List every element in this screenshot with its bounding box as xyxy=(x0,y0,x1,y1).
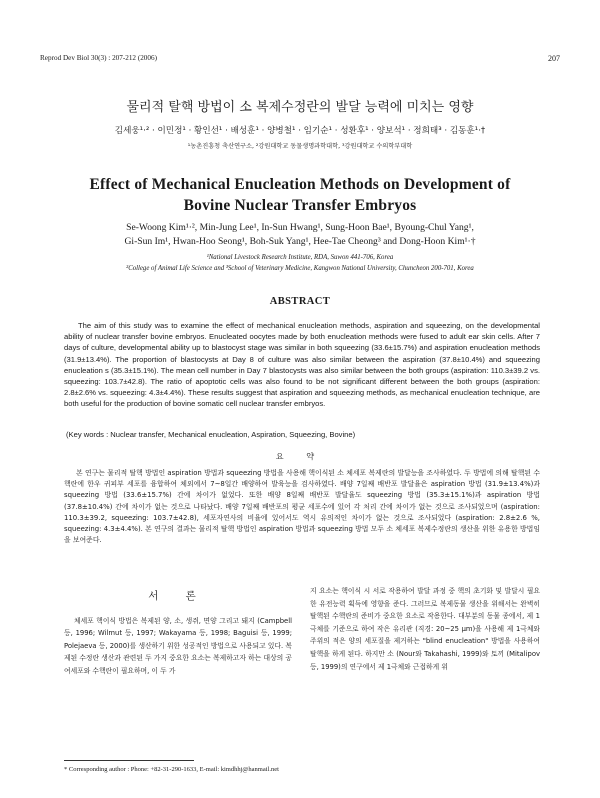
abstract-heading: ABSTRACT xyxy=(269,296,331,307)
intro-left-column xyxy=(64,590,292,678)
korean-affiliation: ¹농촌진흥청 축산연구소, ²강원대학교 동물생명과학대학, ³강원대학교 수의학부대학 xyxy=(187,143,413,150)
english-affiliation xyxy=(40,252,560,274)
journal-citation: Reprod Dev Biol 30(3) : 207-212 (2006) xyxy=(40,54,157,62)
intro-right-column xyxy=(310,585,540,673)
english-affiliation-line: ¹National Livestock Research Institute, RDA, Suwon 441-706, Korea xyxy=(206,254,394,261)
intro-left-text: 체세포 핵이식 방법은 복제된 양, 소, 생쥐, 면양 그리고 돼지 (Campbell 등, 1996; Wilmut 등, 1997; Wakayama 등, 1998; Baguisi 등, 1999; Polejaeva 등, 2000)를 생산하기 위한 성공적인 방법으로 사용되고 있다. 복제된 수정란 생산과 관련된 두 가지 중요한 요소는 복제하고자 하는 대상의 공여세포와 수핵란이 필요하며, 이 두 가 xyxy=(64,616,292,675)
english-title xyxy=(0,174,600,216)
intro-heading: 서 론 xyxy=(148,590,208,602)
korean-summary-heading: 요 약 xyxy=(275,451,325,461)
english-authors-line: Se-Woong Kim¹·², Min-Jung Lee¹, In-Sun Hwang¹, Sung-Hoon Bae¹, Byoung-Chul Yang¹, xyxy=(126,222,474,233)
english-affiliation-line: ²College of Animal Life Science and ³School of Veterinary Medicine, Kangwon National University, Chuncheon 200-701, Korea xyxy=(126,265,474,272)
english-authors xyxy=(60,221,540,249)
korean-authors: 김세웅¹·² · 이민정¹ · 황인선¹ · 배성훈¹ · 양병철¹ · 임기순¹ · 성환후¹ · 양보석¹ · 정희태³ · 김동훈¹·† xyxy=(114,126,486,136)
abstract-text: The aim of this study was to examine the effect of mechanical enucleation methods, aspiration and squeezing, on the developmental ability of nuclear transfer bovine embryos. Enucleated oocytes made by both enucleation methods were fused to adult ear skin cells. After 7 days of culture, developmental ability up to blastocyst stage was similar in both squeezing (33.6±15.7%) and aspiration enucleation methods (31.9±13.4%). The proportion of blastocysts at Day 8 of culture was also similar between the aspiration (37.8±10.4%) and squeezing enucleation s (35.3±15.1%). The mean cell number in Day 7 blastocysts was also similar between the both groups (aspiration: 110.3±39.2 vs. squeezing: 103.7±42.8). The ratio of apoptotic cells was also found to be not significant different between the both groups (aspiration: 2.8±2.6% vs. squeezing: 4.3±4.4%). These results suggest that aspiration and squeezing methods, as mechanical enucleation technique, are both useful for the production of bovine somatic cell nuclear transfer embryos. xyxy=(64,321,540,409)
footnote-rule xyxy=(64,760,194,761)
english-title-line: Effect of Mechanical Enucleation Methods on Development of xyxy=(89,176,511,193)
page-number: 207 xyxy=(548,54,560,63)
keywords: (Key words : Nuclear transfer, Mechanical enucleation, Aspiration, Squeezing, Bovine) xyxy=(66,430,356,439)
english-title-line: Bovine Nuclear Transfer Embryos xyxy=(183,197,417,214)
corresponding-author-footnote: * Corresponding author : Phone: +82-31-290-1633, E-mail: kimdhhj@hanmail.net xyxy=(64,766,279,773)
korean-summary-text: 본 연구는 물리적 탈핵 방법인 aspiration 방법과 squeezing 방법을 사용해 핵이식된 소 체세포 복제란의 발달능을 조사하였다. 두 방법에 의해 탈핵된 수핵란에 한우 귀피부 세포를 융합하여 체외에서 7~8일간 배양하여 발육능을 검사하였다. 배양 7일째 배반포 발달율은 aspiration 방법 (31.9±13.4%)과 squeezing 방법 (33.6±15.7%) 간에 차이가 없었다. 또한 배양 8일째 배반포 발달율도 squeezing 방법 (35.3±15.1%)과 aspiration 방법 (37.8±10.4%) 간에 차이가 없는 것으로 나타났다. 배양 7일째 배반포의 평균 세포수에 있어 각 처리 간에 차이가 없는 것으로 조사되었으며 (aspiration: 110.3±39.2, squeezing: 103.7±42.8), 세포자연사의 비율에 있어서도 역시 유의적인 차이가 없는 것으로 조사되었다 (aspiration: 2.8±2.6 %, squeezing: 4.3±4.4%). 본 연구의 결과는 물리적 탈핵 방법인 aspiration 방법과 squeezing 방법 모두 소 체세포 복제수정란의 생산을 위한 유용한 방법임을 보여준다. xyxy=(64,469,540,545)
intro-right-text: 지 요소는 핵이식 시 서로 작용하여 발달 과정 중 핵의 초기화 및 발달시 필요한 유전능력 획득에 영향을 준다. 그러므로 복제동물 생산을 위해서는 완벽히 탈핵된 수핵란의 준비가 중요한 요소로 작용한다. 대부분의 동물 종에서, 제 1극체를 기준으로 하여 작은 유리관 (직경: 20~25 μm)을 사용해 제 1극체와 주위의 적은 양의 세포질을 제거하는 "blind enucleation" 방법을 사용하여 탈핵을 하게 된다. 하지만 소 (Nour와 Takahashi, 1999)와 토끼 (Mitalipov 등, 1999)의 연구에서 제 1극체와 근접하게 위 xyxy=(310,587,540,671)
english-authors-line: Gi-Sun Im¹, Hwan-Hoo Seong¹, Boh-Suk Yang¹, Hee-Tae Cheong³ and Dong-Hoon Kim¹·† xyxy=(124,236,476,247)
korean-title: 물리적 탈핵 방법이 소 복제수정란의 발달 능력에 미치는 영향 xyxy=(126,100,474,115)
